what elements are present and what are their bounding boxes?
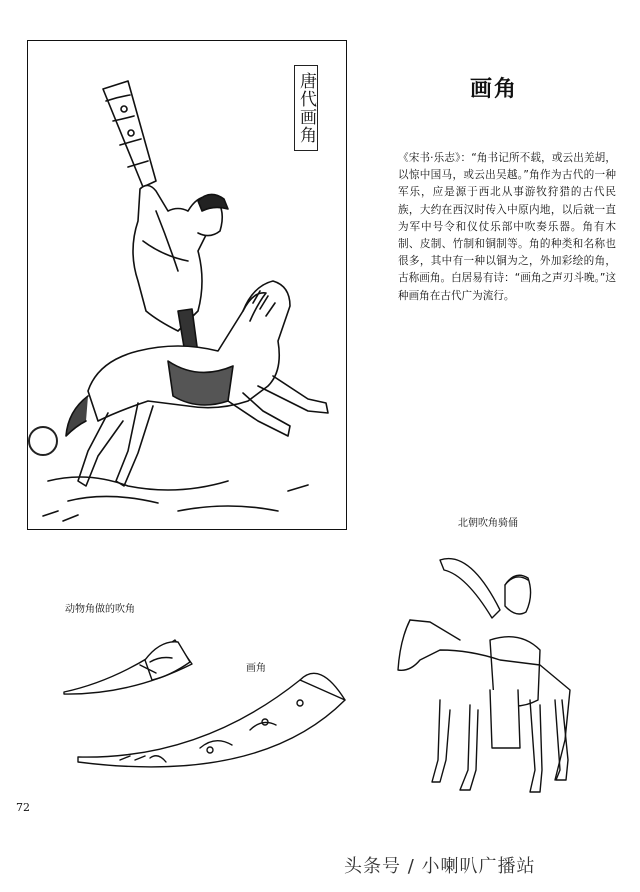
caption-painted-horn: 画角	[246, 663, 266, 674]
page-title: 画角	[470, 77, 519, 102]
caption-rider-figurine: 北朝吹角骑俑	[458, 518, 518, 529]
page-number: 72	[16, 801, 30, 814]
paragraph-text: 《宋书·乐志》：“角书记所不载，或云出羌胡，以惊中国马，或云出吴越。”角作为古代的一种军乐，应是源于西北从事游牧狩猎的古代民族，大约在西汉时传入中原内地，以后就一直为军中号令和仪仗乐部中吹奏乐器。角有木制、皮制、竹制和铜制等。角的种类和名称也很多，其中有一种以铜为之，外加彩绘的角，古称画角。白居易有诗：“画角之声刃斗晚。”这种画角在古代广为流行。	[398, 152, 616, 302]
caption-animal-horn: 动物角做的吹角	[65, 604, 135, 615]
rider-figurine-illustration	[398, 559, 570, 792]
vertical-title: 唐代画角	[294, 65, 318, 151]
animal-horn-illustration	[64, 640, 192, 694]
watermark: 头条号 / 小喇叭广播站	[344, 856, 536, 877]
